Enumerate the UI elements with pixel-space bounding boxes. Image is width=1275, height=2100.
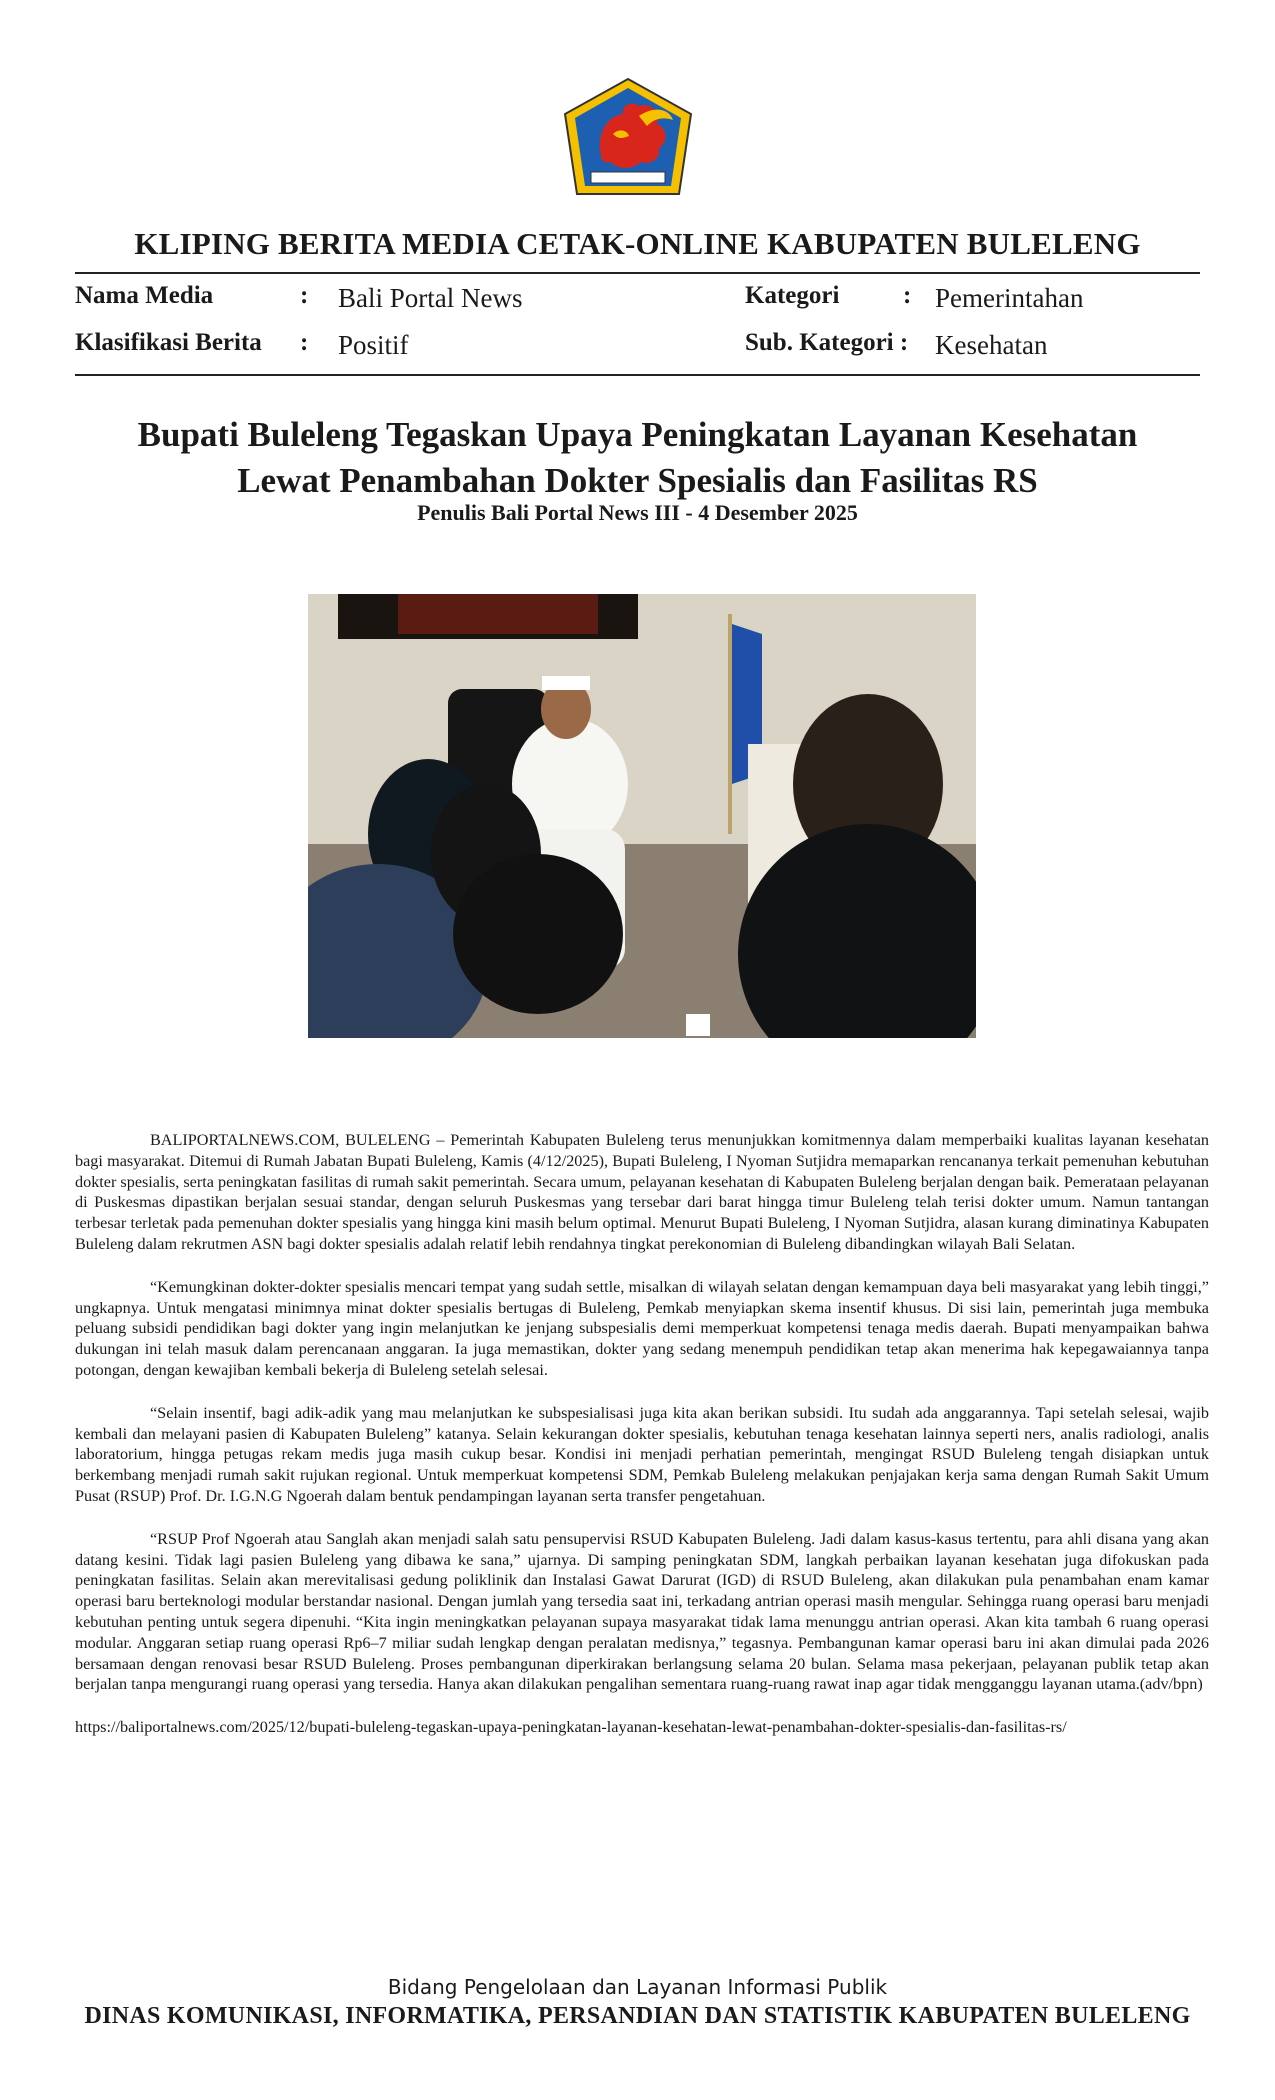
nama-media-value: Bali Portal News <box>338 283 523 313</box>
sub-kategori-label: Sub. Kategori : <box>745 329 909 356</box>
kategori-value: Pemerintahan <box>935 283 1084 313</box>
header-top-rule <box>75 272 1200 274</box>
article-body <box>75 1130 1209 1760</box>
article-title-line-1: Bupati Buleleng Tegaskan Upaya Peningkatan Layanan Kesehatan <box>137 415 1138 454</box>
document-header: KLIPING BERITA MEDIA CETAK-ONLINE KABUPATEN BULELENG <box>134 226 1141 261</box>
article-paragraph-3: “Selain insentif, bagi adik-adik yang mau melanjutkan ke subspesialisasi juga kita akan berikan subsidi. Itu sudah ada anggarannya. Tapi setelah selesai, wajib kembali dan melayani pasien di Kabupaten Buleleng” katanya. Selain kekurangan dokter spesialis, kebutuhan tenaga kesehatan lainnya seperti ners, analis radiologi, analis laboratorium, hingga petugas rekam medis juga masih cukup besar. Kondisi ini menjadi perhatian pemerintah, mengingat RSUD Buleleng tengah disiapkan untuk berkembang menjadi rumah sakit rujukan regional. Untuk memperkuat kompetensi SDM, Pemkab Buleleng melakukan penjajakan kerja sama dengan Rumah Sakit Umum Pusat (RSUP) Prof. Dr. I.G.N.G Ngoerah dalam bentuk pendampingan layanan serta transfer pengetahuan. <box>75 1403 1209 1505</box>
article-paragraph-1: BALIPORTALNEWS.COM, BULELENG – Pemerintah Kabupaten Buleleng terus menunjukkan komitmennya dalam memperbaiki kualitas layanan kesehatan bagi masyarakat. Ditemui di Rumah Jabatan Bupati Buleleng, Kamis (4/12/2025), Bupati Buleleng, I Nyoman Sutjidra memaparkan rencananya terkait pemenuhan kebutuhan dokter spesialis, serta peningkatan fasilitas di rumah sakit pemerintah. Secara umum, pelayanan kesehatan di Kabupaten Buleleng berjalan dengan baik. Pemerataan pelayanan di Puskesmas dipastikan berjalan sesuai standar, dengan seluruh Puskesmas yang tersebar dari barat hingga timur Buleleng telah terisi dokter umum. Namun tantangan terbesar terletak pada pemenuhan dokter spesialis yang hingga kini masih belum optimal. Menurut Bupati Buleleng, I Nyoman Sutjidra, alasan kurang diminatinya Kabupaten Buleleng dalam rekrutmen ASN bagi dokter spesialis adalah relatif lebih rendahnya tingkat perekonomian di Buleleng dibandingkan wilayah Bali Selatan. <box>75 1131 1209 1253</box>
klasifikasi-value: Positif <box>338 330 409 360</box>
article-title <box>60 412 1215 504</box>
klasifikasi-label: Klasifikasi Berita <box>75 329 262 356</box>
news-photo-icon <box>308 594 976 1038</box>
footer-agency: DINAS KOMUNIKASI, INFORMATIKA, PERSANDIAN DAN STATISTIK KABUPATEN BULELENG <box>84 2003 1191 2029</box>
article-title-line-2: Lewat Penambahan Dokter Spesialis dan Fasilitas RS <box>237 461 1038 500</box>
sub-kategori-value: Kesehatan <box>935 330 1048 360</box>
news-photo <box>308 594 976 1038</box>
kategori-colon: : <box>903 282 912 309</box>
nama-media-colon: : <box>300 282 309 309</box>
buleleng-emblem-icon <box>561 76 695 198</box>
footer-subtitle: Bidang Pengelolaan dan Layanan Informasi Publik <box>387 1975 888 1999</box>
article-paragraph-4: “RSUP Prof Ngoerah atau Sanglah akan menjadi salah satu pensupervisi RSUD Kabupaten Buleleng. Jadi dalam kasus-kasus tertentu, para ahli disana yang akan datang kesini. Tidak lagi pasien Buleleng yang dibawa ke sana,” ujarnya. Di samping peningkatan SDM, langkah perbaikan layanan kesehatan juga difokuskan pada peningkatan fasilitas. Selain akan merevitalisasi gedung poliklinik dan Instalasi Gawat Darurat (IGD) di RSUD Buleleng, akan dilakukan pula penambahan enam kamar operasi baru berteknologi modular berstandar nasional. Dengan jumlah yang tersedia saat ini, terkadang antrian operasi masih mengular. Sehingga ruang operasi baru menjadi kebutuhan penting untuk segera dipenuhi. “Kita ingin meningkatkan pelayanan supaya masyarakat tidak lama menunggu antrian operasi. Akan kita tambah 6 ruang operasi modular. Anggaran setiap ruang operasi Rp6–7 miliar sudah lengkap dengan peralatan medisnya,” tegasnya. Pembangunan kamar operasi baru ini akan dimulai pada 2026 bersamaan dengan renovasi besar RSUD Buleleng. Proses pembangunan diperkirakan berlangsung selama 20 bulan. Selama masa pekerjaan, pelayanan publik tetap akan berjalan tanpa mengurangi ruang operasi yang tersedia. Hanya akan dilakukan pengalihan sementara ruang-ruang rawat inap agar tidak mengganggu layanan utama.(adv/bpn) <box>75 1529 1209 1694</box>
meta-bottom-rule <box>75 374 1200 376</box>
article-byline: Penulis Bali Portal News III - 4 Desember 2025 <box>417 500 858 525</box>
nama-media-label: Nama Media <box>75 282 214 309</box>
klasifikasi-colon: : <box>300 329 309 356</box>
article-paragraph-2: “Kemungkinan dokter-dokter spesialis mencari tempat yang sudah settle, misalkan di wilayah selatan dengan kemampuan daya beli masyarakat yang lebih tinggi,” ungkapnya. Untuk mengatasi minimnya minat dokter spesialis bertugas di Buleleng, Pemkab menyiapkan skema insentif khusus. Di sisi lain, pemerintah juga membuka peluang subsidi pendidikan bagi dokter yang ingin melanjutkan ke jenjang subspesialis demi memperkuat kompetensi tenaga medis daerah. Bupati menyampaikan bahwa dukungan ini telah masuk dalam perencanaan anggaran. Ia juga memastikan, dokter yang sedang menempuh pendidikan tetap akan menerima hak kepegawaiannya tanpa potongan, dengan kewajiban kembali bekerja di Buleleng setelah selesai. <box>75 1277 1209 1379</box>
source-url-link[interactable]: https://baliportalnews.com/2025/12/bupati-buleleng-tegaskan-upaya-peningkatan-layanan-kesehatan-lewat-penambahan-dokter-spesialis-dan-fasilitas-rs/ <box>75 1718 1067 1737</box>
kategori-label: Kategori <box>745 282 840 309</box>
